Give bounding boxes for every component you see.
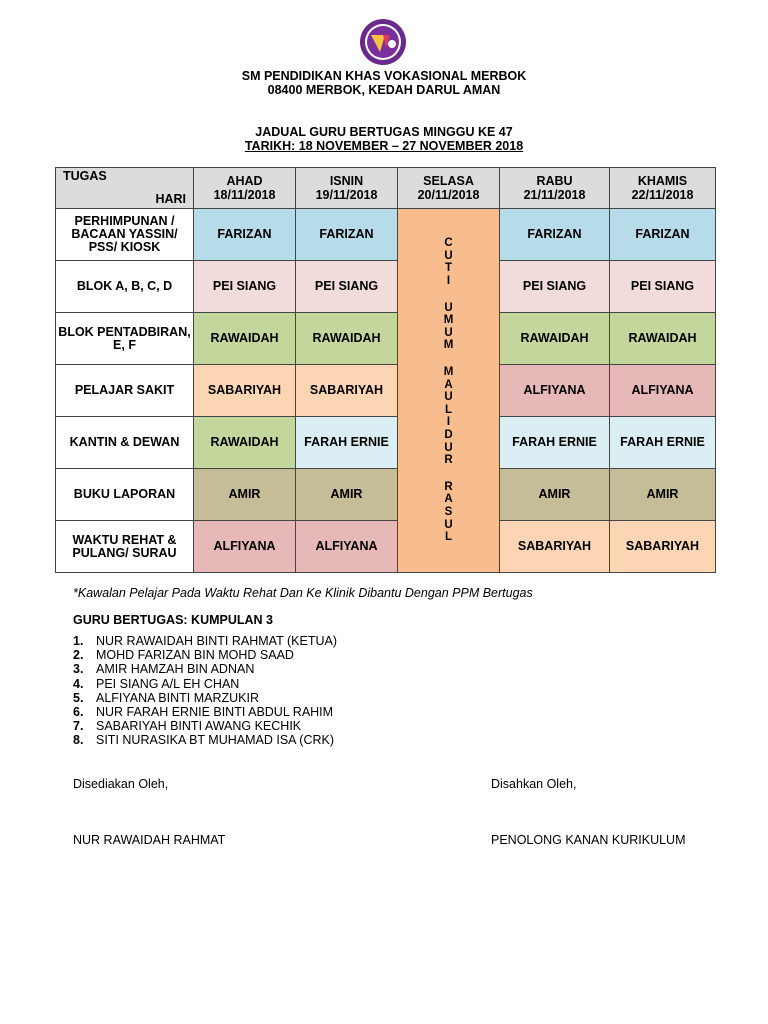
document-date: TARIKH: 18 NOVEMBER – 27 NOVEMBER 2018 [244,139,524,153]
list-item [73,705,337,719]
teacher-cell: AMIR [296,469,398,521]
teacher-cell: FARAH ERNIE [500,417,610,469]
teacher-cell: RAWAIDAH [194,417,296,469]
verified-by-name: PENOLONG KANAN KURIKULUM [491,833,686,847]
teacher-cell: RAWAIDAH [500,313,610,365]
day-header [500,168,610,209]
teacher-cell: SABARIYAH [500,521,610,573]
day-date: 22/11/2018 [631,188,694,202]
public-holiday-cell [398,209,500,573]
holiday-letter: D [444,428,453,441]
teacher-cell: RAWAIDAH [296,313,398,365]
list-item [73,634,337,648]
teacher-cell: AMIR [194,469,296,521]
group-title: GURU BERTUGAS: KUMPULAN 3 [73,613,273,627]
list-item [73,648,337,662]
holiday-letter: S [444,505,453,518]
table-row [56,261,716,313]
holiday-letter: A [444,493,453,506]
footnote: *Kawalan Pelajar Pada Waktu Rehat Dan Ke Klinik Dibantu Dengan PPM Bertugas [73,586,533,600]
day-name: AHAD [226,174,263,188]
holiday-letter: M [443,366,454,379]
table-header-row [56,168,716,209]
table-row [56,313,716,365]
table-row [56,209,716,261]
holiday-letter: A [444,378,453,391]
teacher-cell: ALFIYANA [500,365,610,417]
holiday-letter: U [444,518,453,531]
prepared-by-label: Disediakan Oleh, [73,777,169,791]
day-header [610,168,716,209]
holiday-letter: M [443,314,454,327]
holiday-letter: U [444,441,453,454]
holiday-letter: U [444,326,453,339]
teacher-cell: AMIR [610,469,716,521]
teacher-cell: PEI SIANG [194,261,296,313]
member-number: 4. [73,676,84,691]
member-list [73,634,337,748]
duty-label: BLOK PENTADBIRAN, E, F [56,313,194,365]
holiday-letter: M [443,339,454,352]
member-number: 5. [73,690,84,705]
holiday-letter: U [444,301,453,314]
member-name: SITI NURASIKA BT MUHAMAD ISA (CRK) [96,733,335,748]
holiday-letter: T [444,262,453,275]
day-name: KHAMIS [637,174,688,188]
teacher-cell: ALFIYANA [610,365,716,417]
corner-duty-label: TUGAS [63,169,107,183]
prepared-by-name: NUR RAWAIDAH RAHMAT [73,833,226,847]
verified-by-label: Disahkan Oleh, [491,777,577,791]
teacher-cell: FARIZAN [296,209,398,261]
duty-label: KANTIN & DEWAN [56,417,194,469]
member-name: NUR RAWAIDAH BINTI RAHMAT (KETUA) [96,634,337,648]
teacher-cell: PEI SIANG [610,261,716,313]
holiday-letter: I [446,275,451,288]
holiday-letter: C [444,237,453,250]
duty-label: PERHIMPUNAN / BACAAN YASSIN/ PSS/ KIOSK [56,209,194,261]
list-item [73,691,337,705]
teacher-cell: FARIZAN [194,209,296,261]
member-number: 6. [73,705,84,720]
member-name: AMIR HAMZAH BIN ADNAN [96,662,255,677]
member-name: MOHD FARIZAN BIN MOHD SAAD [96,648,294,663]
member-number: 2. [73,648,84,663]
table-row [56,365,716,417]
duty-label: BUKU LAPORAN [56,469,194,521]
day-header [398,168,500,209]
document-title: JADUAL GURU BERTUGAS MINGGU KE 47 [255,125,513,139]
teacher-cell: RAWAIDAH [610,313,716,365]
member-number: 8. [73,733,84,748]
holiday-letter: R [444,454,453,467]
teacher-cell: RAWAIDAH [194,313,296,365]
school-crest-icon [359,18,407,66]
teacher-cell: FARIZAN [500,209,610,261]
holiday-letter: I [446,416,451,429]
teacher-cell: ALFIYANA [296,521,398,573]
holiday-letter: L [444,531,453,544]
day-date: 21/11/2018 [523,188,586,202]
corner-day-label: HARI [155,192,186,206]
teacher-cell: FARIZAN [610,209,716,261]
teacher-cell: SABARIYAH [610,521,716,573]
day-date: 18/11/2018 [213,188,276,202]
list-item [73,733,337,747]
member-name: PEI SIANG A/L EH CHAN [96,676,240,691]
member-number: 3. [73,662,84,677]
day-date: 19/11/2018 [315,188,378,202]
holiday-letter: L [444,403,453,416]
teacher-cell: ALFIYANA [194,521,296,573]
teacher-cell: AMIR [500,469,610,521]
duty-roster-table [55,167,716,573]
day-date: 20/11/2018 [417,188,480,202]
table-row [56,417,716,469]
teacher-cell: FARAH ERNIE [296,417,398,469]
list-item [73,677,337,691]
duty-label: BLOK A, B, C, D [56,261,194,313]
table-row [56,469,716,521]
day-header [194,168,296,209]
table-row [56,521,716,573]
list-item [73,662,337,676]
teacher-cell: SABARIYAH [296,365,398,417]
list-item [73,719,337,733]
school-name: SM PENDIDIKAN KHAS VOKASIONAL MERBOK [241,69,527,83]
day-name: SELASA [423,174,474,188]
member-name: ALFIYANA BINTI MARZUKIR [96,690,259,705]
day-name: RABU [536,174,573,188]
holiday-letter: U [444,391,453,404]
duty-label: PELAJAR SAKIT [56,365,194,417]
teacher-cell: PEI SIANG [296,261,398,313]
day-name: ISNIN [329,174,364,188]
member-number: 1. [73,634,84,648]
teacher-cell: FARAH ERNIE [610,417,716,469]
member-name: NUR FARAH ERNIE BINTI ABDUL RAHIM [96,705,334,720]
member-name: SABARIYAH BINTI AWANG KECHIK [96,719,302,734]
member-number: 7. [73,719,84,734]
corner-header [56,168,194,209]
teacher-cell: PEI SIANG [500,261,610,313]
school-address: 08400 MERBOK, KEDAH DARUL AMAN [267,83,501,97]
day-header [296,168,398,209]
teacher-cell: SABARIYAH [194,365,296,417]
holiday-letter: R [444,480,453,493]
duty-label: WAKTU REHAT & PULANG/ SURAU [56,521,194,573]
holiday-letter: U [444,249,453,262]
